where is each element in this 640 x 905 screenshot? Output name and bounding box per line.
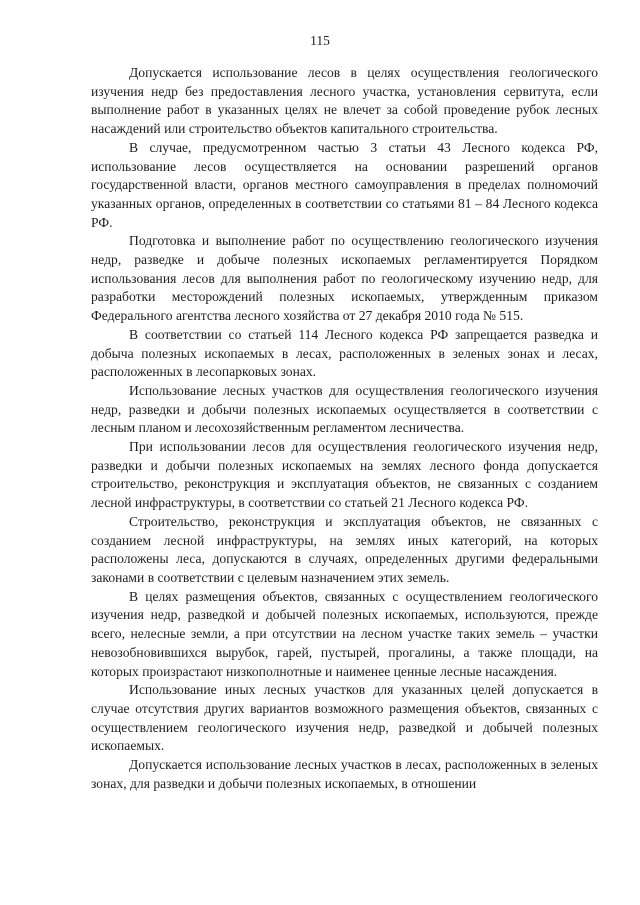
paragraph-1: Допускается использование лесов в целях осуществления геологического изучения недр без предоставления лесного участка, установления сервитута, если выполнение работ в указанных целях не влечет за собой проведение рубок лесных насаждений или строительство объектов капитального строительства. <box>91 65 598 137</box>
body-text <box>91 64 598 793</box>
paragraph-8: В целях размещения объектов, связанных с осуществлением геологического изучения недр, разведкой и добычей полезных ископаемых, используются, прежде всего, нелесные земли, а при отсутствии на лесном участке таких земель – участки невозобновившихся вырубок, гарей, пустырей, прогалины, а также площади, на которых произрастают низкополнотные и наименее ценные лесные насаждения. <box>91 588 598 679</box>
paragraph-3: Подготовка и выполнение работ по осуществлению геологического изучения недр, разведке и добыче полезных ископаемых регламентируется Порядком использования лесов для выполнения работ по геологическому изучению недр, для разработки месторождений полезных ископаемых, утвержденным приказом Федерального агентства лесного хозяйства от 27 декабря 2010 года № 515. <box>91 233 598 324</box>
paragraph-6: При использовании лесов для осуществления геологического изучения недр, разведки и добычи полезных ископаемых на землях лесного фонда допускается строительство, реконструкция и эксплуатация объектов, не связанных с созданием лесной инфраструктуры, в соответствии со статьей 21 Лесного кодекса РФ. <box>91 439 598 511</box>
paragraph-4: В соответствии со статьей 114 Лесного кодекса РФ запрещается разведка и добыча полезных ископаемых в лесах, расположенных в зеленых зонах и лесах, расположенных в лесопарковых зонах. <box>91 326 598 380</box>
paragraph-5: Использование лесных участков для осуществления геологического изучения недр, разведки и добычи полезных ископаемых осуществляется в соответствии с лесным планом и лесохозяйственным регламентом лесничества. <box>91 382 598 436</box>
paragraph-7: Строительство, реконструкция и эксплуатация объектов, не связанных с созданием лесной инфраструктуры, на землях иных категорий, на которых расположены леса, допускаются в случаях, определенных другими федеральными законами в соответствии с целевым назначением этих земель. <box>91 513 598 585</box>
paragraph-10: Допускается использование лесных участков в лесах, расположенных в зеленых зонах, для разведки и добычи полезных ископаемых, в отношении <box>91 757 598 791</box>
paragraph-9: Использование иных лесных участков для указанных целей допускается в случае отсутствия других вариантов возможного размещения объектов, связанных с осуществлением геологического изучения недр, разведкой и добычей полезных ископаемых. <box>91 682 598 754</box>
paragraph-2: В случае, предусмотренном частью 3 статьи 43 Лесного кодекса РФ, использование лесов осуществляется на основании разрешений органов государственной власти, органов местного самоуправления в пределах полномочий указанных органов, определенных в соответствии со статьями 81 – 84 Лесного кодекса РФ. <box>91 139 598 230</box>
page-number: 115 <box>310 33 330 48</box>
